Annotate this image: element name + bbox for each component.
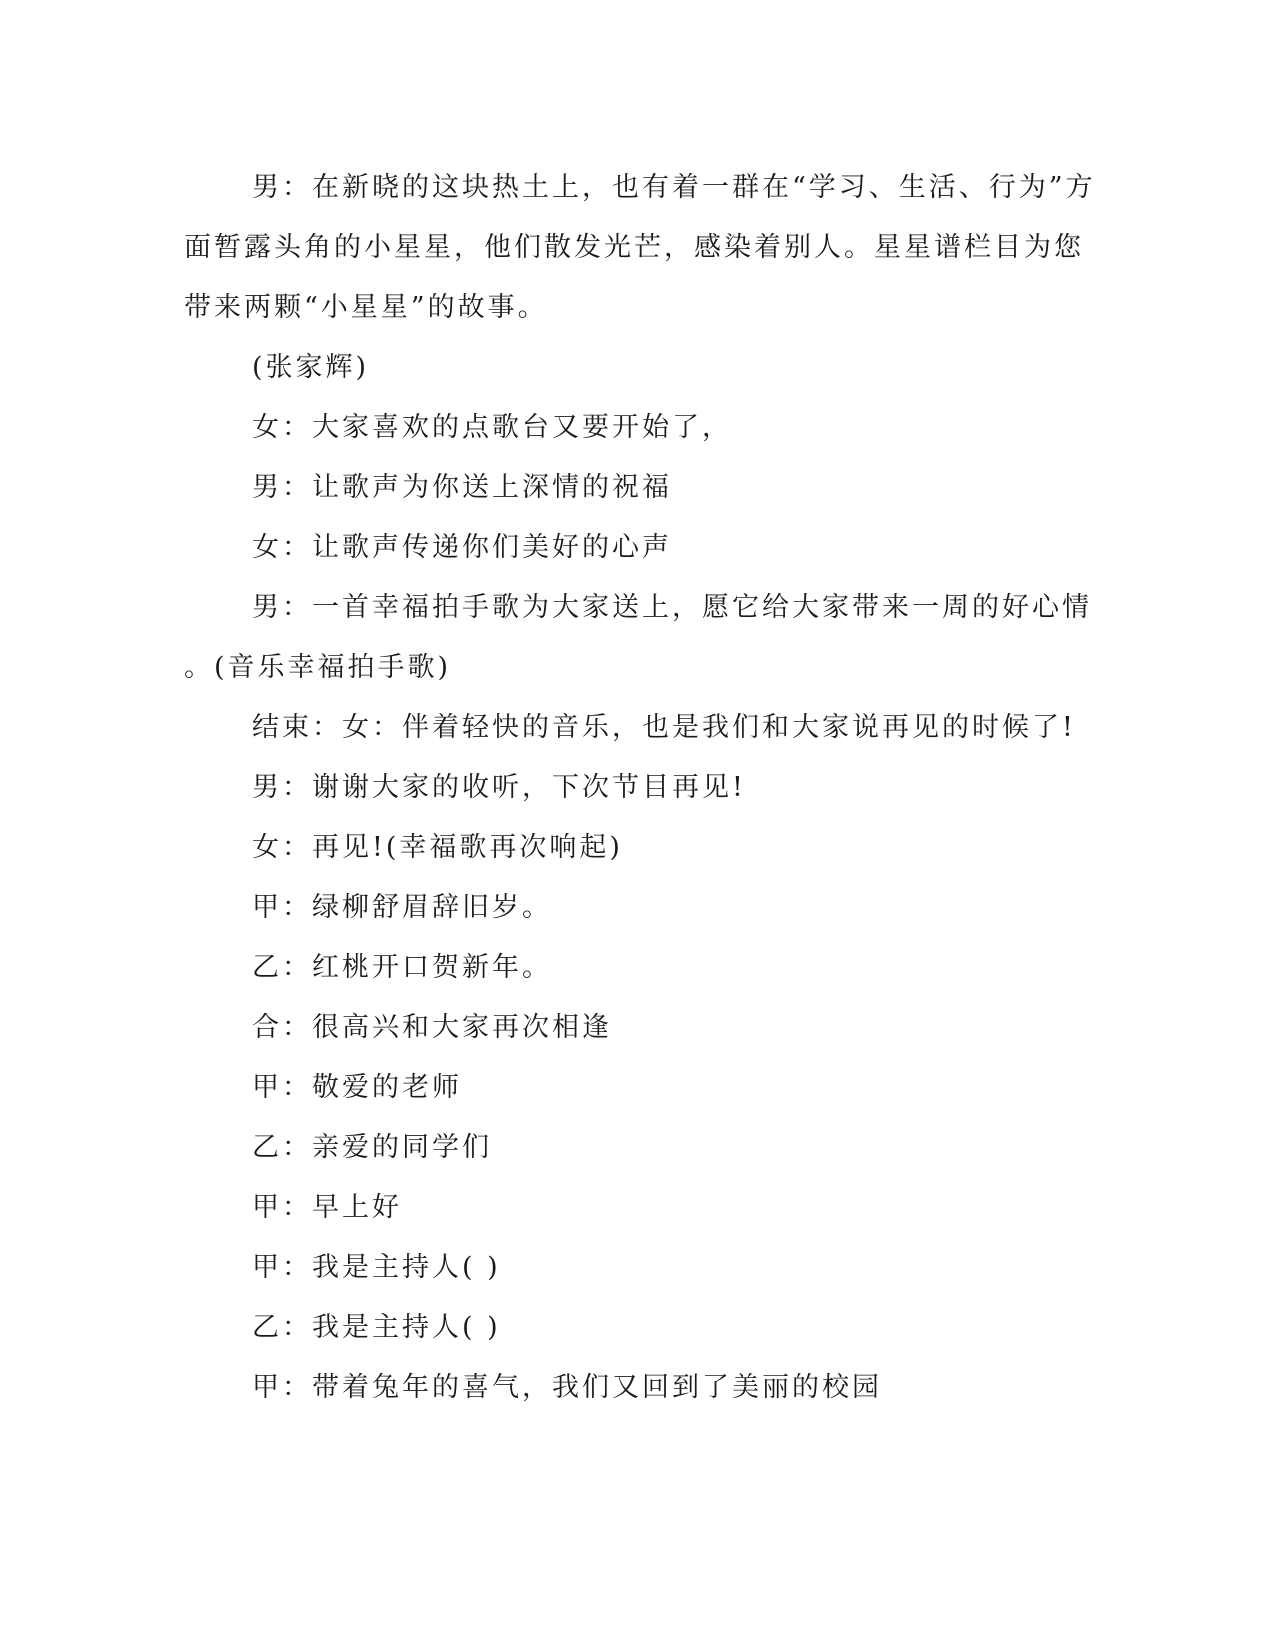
text-line: 甲：绿柳舒眉辞旧岁。 xyxy=(252,892,552,923)
text-line: 甲：敬爱的老师 xyxy=(252,1072,462,1103)
text-line: 乙：亲爱的同学们 xyxy=(252,1132,492,1163)
text-line: 女：再见!(幸福歌再次响起) xyxy=(252,832,623,863)
text-line: 男：谢谢大家的收听，下次节目再见! xyxy=(252,772,746,803)
text-line: 男：让歌声为你送上深情的祝福 xyxy=(252,472,672,503)
text-line: 甲：我是主持人( ) xyxy=(252,1252,501,1283)
text-line: 男：在新晓的这块热土上，也有着一群在“学习、生活、行为”方 xyxy=(252,172,1096,203)
text-line: 女：大家喜欢的点歌台又要开始了， xyxy=(252,412,732,443)
text-line: 乙：我是主持人( ) xyxy=(252,1312,501,1343)
text-line: 甲：早上好 xyxy=(252,1192,402,1223)
text-line: 合：很高兴和大家再次相逢 xyxy=(252,1012,612,1043)
text-line: 女：让歌声传递你们美好的心声 xyxy=(252,532,672,563)
text-line: 甲：带着兔年的喜气，我们又回到了美丽的校园 xyxy=(252,1372,882,1403)
text-line: 带来两颗“小星星”的故事。 xyxy=(184,292,548,323)
text-line: 男：一首幸福拍手歌为大家送上，愿它给大家带来一周的好心情 xyxy=(252,592,1092,623)
text-line: 。(音乐幸福拍手歌) xyxy=(184,652,452,683)
text-line: 结束：女：伴着轻快的音乐，也是我们和大家说再见的时候了! xyxy=(252,712,1076,743)
document-page xyxy=(184,158,1096,1418)
text-line: (张家辉) xyxy=(252,352,370,383)
text-line: 面暂露头角的小星星，他们散发光芒，感染着别人。星星谱栏目为您 xyxy=(184,232,1084,263)
text-line: 乙：红桃开口贺新年。 xyxy=(252,952,552,983)
